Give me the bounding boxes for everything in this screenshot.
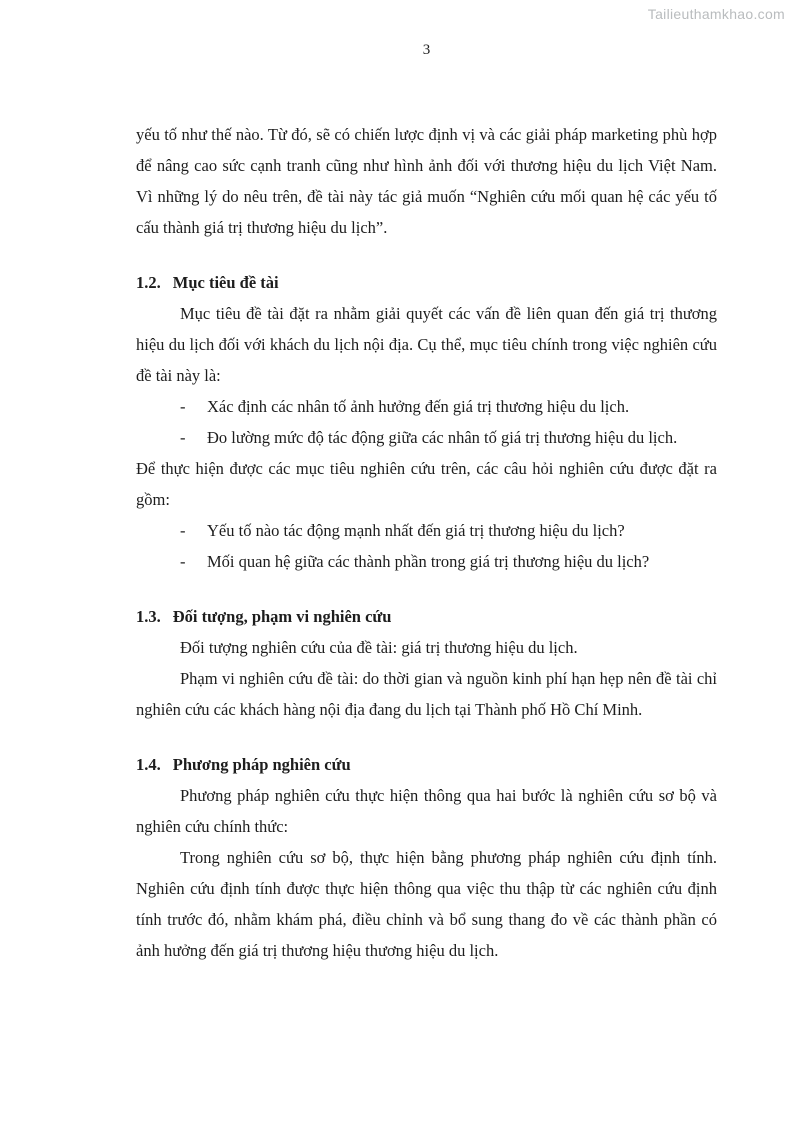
section-number: 1.4. <box>136 755 161 774</box>
intro-paragraph: yếu tố như thế nào. Từ đó, sẽ có chiến lược định vị và các giải pháp marketing phù hợp để nâng cao sức cạnh tranh cũng như hình ảnh đối với thương hiệu du lịch Việt Nam. Vì những lý do nêu trên, đề tài này tác giả muốn “Nghiên cứu mối quan hệ các yếu tố cấu thành giá trị thương hiệu du lịch”. <box>136 125 717 237</box>
section-1-2-paragraph: Mục tiêu đề tài đặt ra nhằm giải quyết các vấn đề liên quan đến giá trị thương hiệu du lịch đối với khách du lịch nội địa. Cụ thể, mục tiêu chính trong việc nghiên cứu đề tài này là: <box>136 304 717 385</box>
page-content <box>136 119 717 966</box>
section-title: Phương pháp nghiên cứu <box>172 755 351 774</box>
objectives-list <box>136 391 717 453</box>
list-item-text: Mối quan hệ giữa các thành phần trong giá trị thương hiệu du lịch? <box>207 552 650 571</box>
list-dash: - <box>180 521 186 540</box>
section-1-4-heading <box>136 749 717 780</box>
list-item-text: Đo lường mức độ tác động giữa các nhân tố giá trị thương hiệu du lịch. <box>207 428 678 447</box>
list-item <box>136 391 717 422</box>
section-title: Đối tượng, phạm vi nghiên cứu <box>172 607 392 626</box>
section-1-2-heading <box>136 267 717 298</box>
questions-intro-paragraph: Để thực hiện được các mục tiêu nghiên cứu trên, các câu hỏi nghiên cứu được đặt ra gồm: <box>136 459 717 509</box>
page-number: 3 <box>422 42 431 58</box>
list-item <box>136 515 717 546</box>
list-dash: - <box>180 397 186 416</box>
list-item <box>136 546 717 577</box>
paragraph-pham-vi: Phạm vi nghiên cứu đề tài: do thời gian và nguồn kinh phí hạn hẹp nên đề tài chỉ nghiên cứu các khách hàng nội địa đang du lịch tại Thành phố Hồ Chí Minh. <box>136 669 717 719</box>
section-title: Mục tiêu đề tài <box>172 273 279 292</box>
list-dash: - <box>180 552 186 571</box>
list-item <box>136 422 717 453</box>
paragraph-doi-tuong: Đối tượng nghiên cứu của đề tài: giá trị thương hiệu du lịch. <box>180 638 578 657</box>
section-number: 1.2. <box>136 273 161 292</box>
questions-list <box>136 515 717 577</box>
list-item-text: Yếu tố nào tác động mạnh nhất đến giá trị thương hiệu du lịch? <box>207 521 625 540</box>
section-number: 1.3. <box>136 607 161 626</box>
list-dash: - <box>180 428 186 447</box>
site-watermark: Tailieuthamkhao.com <box>647 6 785 22</box>
list-item-text: Xác định các nhân tố ảnh hưởng đến giá trị thương hiệu du lịch. <box>207 397 630 416</box>
section-1-3-heading <box>136 601 717 632</box>
paragraph-trong-nghien-cuu: Trong nghiên cứu sơ bộ, thực hiện bằng phương pháp nghiên cứu định tính. Nghiên cứu định tính được thực hiện thông qua việc thu thập từ các nghiên cứu định tính trước đó, nhằm khám phá, điều chỉnh và bổ sung thang đo về các thành phần có ảnh hưởng đến giá trị thương hiệu thương hiệu du lịch. <box>136 848 717 960</box>
paragraph-phuong-phap: Phương pháp nghiên cứu thực hiện thông qua hai bước là nghiên cứu sơ bộ và nghiên cứu chính thức: <box>136 786 717 836</box>
